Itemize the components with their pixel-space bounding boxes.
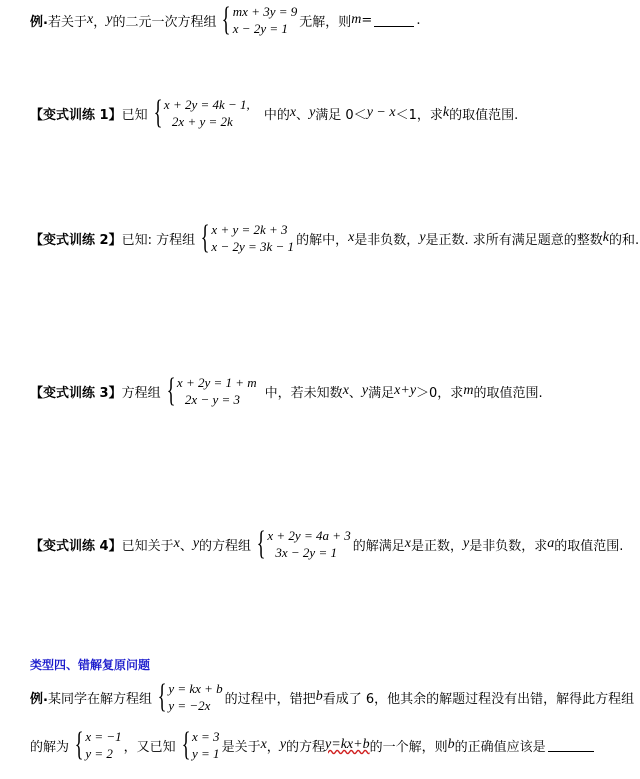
variant-3-question: [30, 374, 543, 408]
comma: ，: [93, 14, 107, 30]
text: 的方程: [286, 739, 326, 755]
solution-x: x = −1: [85, 729, 122, 744]
text: 某同学在解方程组: [47, 691, 152, 707]
text: 已知: [121, 107, 148, 123]
text: 已知关于: [121, 538, 174, 554]
text: 的取值范围.: [449, 107, 519, 123]
text: 是正数，: [410, 538, 463, 554]
equation-2: 2x − y = 3: [184, 392, 241, 407]
equation-1: x + y = 2k + 3: [211, 222, 288, 237]
text: 是关于: [221, 739, 261, 755]
text: 是非负数，: [354, 232, 420, 248]
text: 是正数. 求所有满足题意的整数: [425, 232, 603, 248]
solution-y: y = 2: [85, 746, 113, 761]
text: 方程组: [121, 385, 161, 401]
var-m: m: [351, 12, 362, 27]
text: 的正确值应该是: [454, 739, 546, 755]
text: 是非负数，求: [469, 538, 548, 554]
var-x: x: [348, 230, 355, 245]
var-y: y: [361, 383, 369, 398]
text: 的解满足: [352, 538, 405, 554]
separator: 、: [179, 538, 193, 554]
section-heading: [30, 656, 150, 673]
text: 中的: [263, 107, 290, 123]
brace-icon: {: [153, 94, 163, 131]
solution-system-2: [178, 728, 220, 762]
text: ＜1，求: [395, 107, 443, 123]
variant-2-question: [30, 221, 639, 255]
solution-y: y = 1: [192, 746, 220, 761]
var-y: y: [419, 230, 426, 245]
expression: y − x: [366, 105, 396, 120]
var-x: x: [86, 12, 94, 27]
separator: 、: [348, 385, 362, 401]
equation-1: x + 2y = 1 + m: [176, 375, 257, 390]
text: 已知: 方程组: [121, 232, 196, 248]
solution-x: x = 3: [192, 729, 220, 744]
var-k: k: [602, 230, 610, 245]
variant-4-question: [30, 527, 623, 561]
text: 满足 0＜: [315, 107, 367, 123]
equation-2: y = −2x: [168, 698, 211, 713]
equals: =: [361, 12, 373, 28]
comma: ，: [266, 739, 280, 755]
var-y: y: [192, 536, 200, 551]
text: 无解，则: [299, 14, 352, 30]
brace-icon: {: [74, 726, 84, 763]
var-b: b: [315, 689, 323, 704]
var-k: k: [442, 105, 450, 120]
text: 的解中，: [296, 232, 349, 248]
var-x: x: [289, 105, 297, 120]
example-1-question: [30, 3, 420, 37]
var-x: x: [173, 536, 180, 551]
text: ＞0，求: [416, 385, 464, 401]
var-x: x: [260, 737, 267, 752]
var-b: b: [447, 737, 455, 752]
var-a: a: [547, 536, 555, 551]
equation-1: mx + 3y = 9: [232, 4, 298, 19]
text: ，又已知: [123, 739, 176, 755]
variant-label: 【变式训练 1】: [30, 107, 122, 123]
period: .: [416, 12, 421, 28]
text: 看成了 6，他其余的解题过程没有出错，解得此方程组: [322, 691, 635, 707]
variant-label: 【变式训练 4】: [30, 538, 122, 554]
variant-label: 【变式训练 2】: [30, 232, 122, 248]
brace-icon: {: [256, 525, 266, 562]
text: 的二元一次方程组: [112, 14, 217, 30]
text: 满足: [368, 385, 395, 401]
equation-1: y = kx + b: [168, 681, 223, 696]
answer-blank[interactable]: [548, 739, 594, 752]
text: 的解为: [30, 739, 70, 755]
equation-2: x − 2y = 3k − 1: [211, 239, 295, 254]
example-dot: .: [43, 689, 48, 705]
var-y: y: [463, 536, 470, 551]
text: 的过程中，错把: [224, 691, 316, 707]
text: 的取值范围.: [473, 385, 543, 401]
equation-1: x + 2y = 4a + 3: [267, 528, 351, 543]
brace-icon: {: [181, 726, 191, 763]
equation-2: 3x − 2y = 1: [275, 545, 337, 560]
text: 的和.: [609, 232, 640, 248]
var-x: x: [342, 383, 349, 398]
example-label: 例: [30, 691, 44, 707]
brace-icon: {: [200, 219, 210, 256]
solution-system-1: [71, 728, 122, 762]
equation-system: [163, 374, 257, 408]
variant-label: 【变式训练 3】: [30, 385, 122, 401]
answer-blank[interactable]: [374, 14, 414, 27]
equation-system: [197, 221, 294, 255]
variant-1-question: [30, 96, 518, 130]
separator: 、: [296, 107, 310, 123]
text: 的方程组: [199, 538, 252, 554]
equation-system: [218, 3, 297, 37]
example-2-question-line-2: [30, 728, 596, 762]
var-y: y: [106, 12, 113, 27]
expression: x+y: [394, 383, 417, 398]
var-y: y: [279, 737, 287, 752]
example-dot: .: [43, 12, 48, 28]
equation-2: x − 2y = 1: [232, 21, 288, 36]
var-m: m: [463, 383, 474, 398]
brace-icon: {: [157, 678, 167, 715]
text: 若关于: [47, 14, 87, 30]
equation-system: [253, 527, 351, 561]
var-y: y: [309, 105, 316, 120]
equation-1: x + 2y = 4k − 1,: [163, 97, 250, 112]
text: 中，若未知数: [264, 385, 343, 401]
equation-system: [150, 96, 250, 130]
equation-system: [154, 680, 223, 714]
example-label: 例: [30, 14, 44, 30]
text: 的取值范围.: [554, 538, 624, 554]
text: 的一个解，则: [369, 739, 448, 755]
brace-icon: {: [166, 372, 176, 409]
var-x: x: [404, 536, 411, 551]
example-2-question-line-1: [30, 680, 634, 714]
type-4-heading: 类型四、错解复原问题: [30, 658, 151, 672]
brace-icon: {: [222, 1, 232, 38]
equation-2: 2x + y = 2k: [171, 114, 233, 129]
equation-expression: y=kx+b: [325, 737, 370, 752]
